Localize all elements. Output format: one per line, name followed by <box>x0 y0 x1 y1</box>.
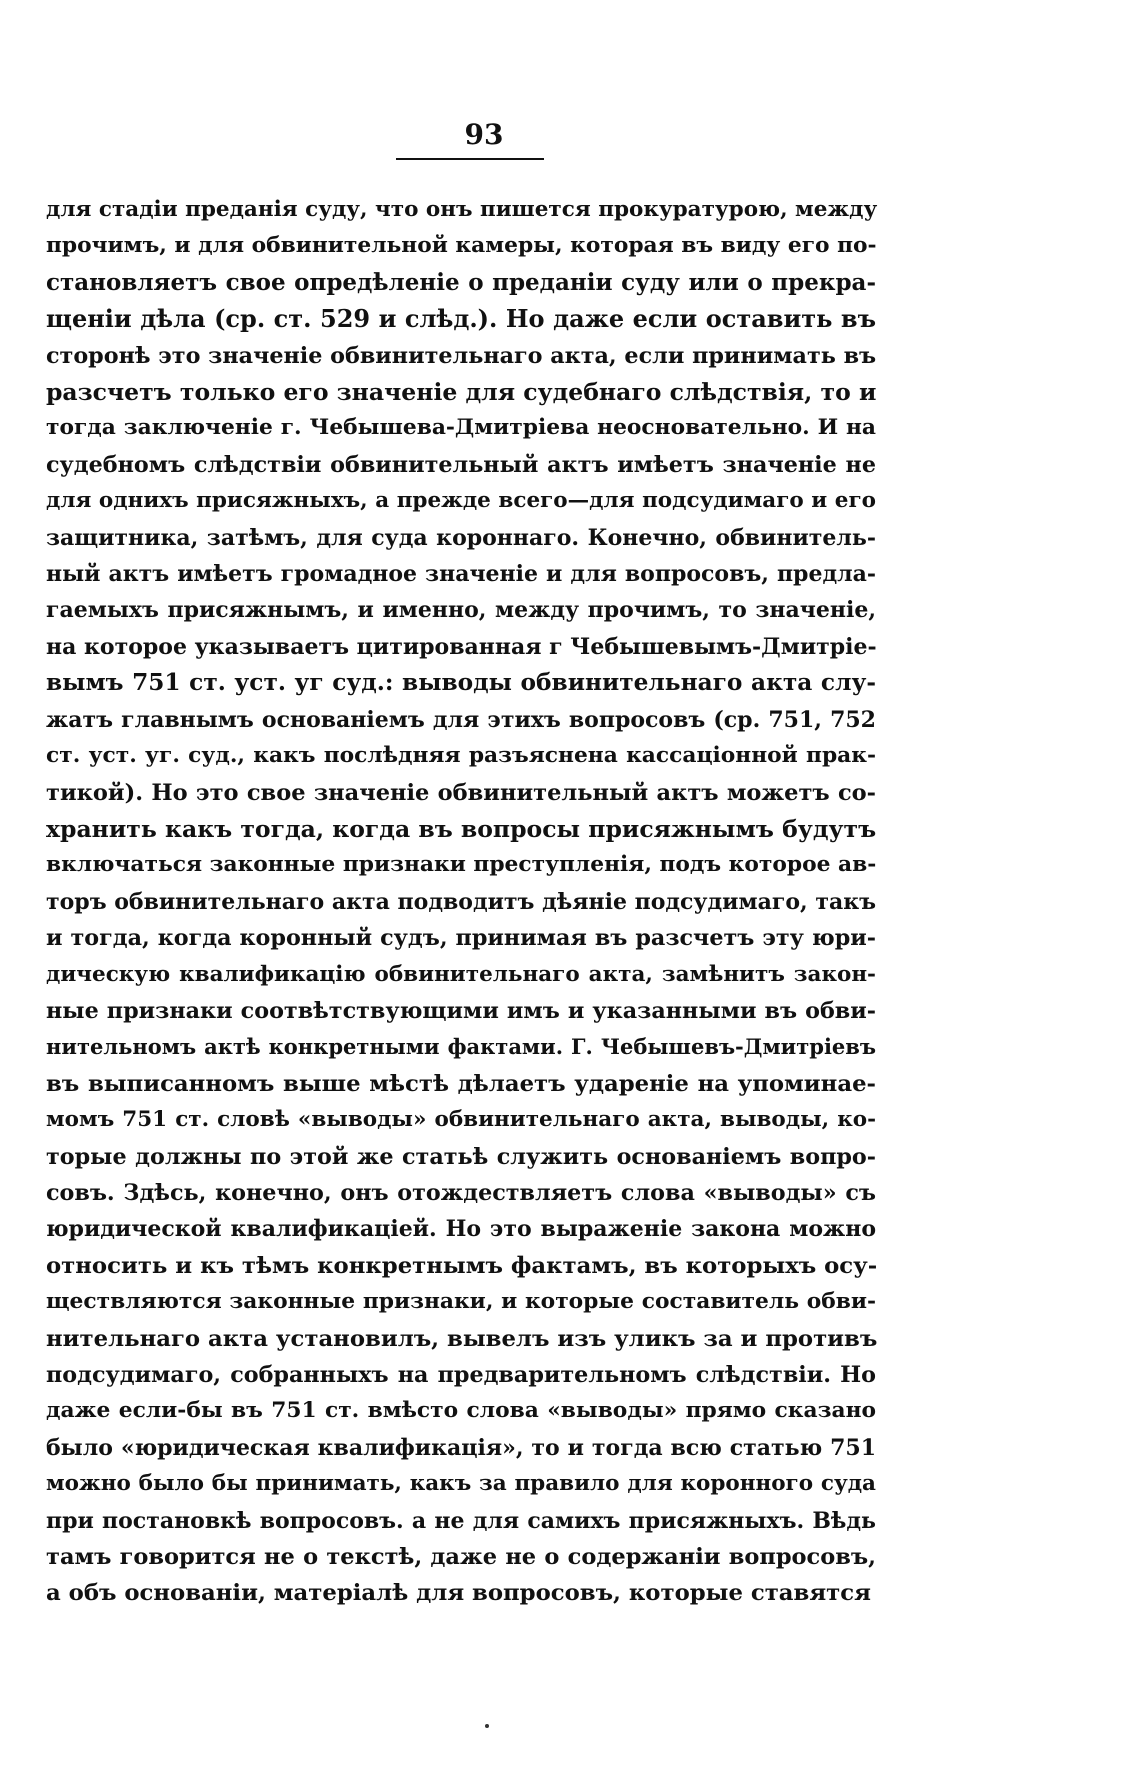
text-line: и тогда, когда коронный судъ, принимая въ разсчетъ эту юри- <box>46 925 876 952</box>
text-line: прочимъ, и для обвинительной камеры, которая въ виду его по- <box>46 233 877 259</box>
text-line: хранить какъ тогда, когда въ вопросы присяжнымъ будутъ <box>46 814 877 843</box>
text-line: относить и къ тѣмъ конкретнымъ фактамъ, въ которыхъ осу- <box>46 1252 878 1279</box>
text-line: тамъ говорится не о текстѣ, даже не о содержаніи вопросовъ, <box>46 1544 876 1571</box>
text-line: совъ. Здѣсь, конечно, онъ отождествляетъ слова «выводы» съ <box>46 1179 876 1206</box>
text-line: было «юридическая квалификація», то и тогда всю статью 751 <box>46 1434 876 1461</box>
page-number: 93 <box>464 118 504 151</box>
text-line: при постановкѣ вопросовъ. а не для самихъ присяжныхъ. Вѣдь <box>46 1507 876 1534</box>
ink-speck <box>485 1724 489 1728</box>
text-line: а объ основаніи, матеріалѣ для вопросовъ, которые ставятся <box>46 1580 871 1607</box>
text-line: судебномъ слѣдствіи обвинительный актъ имѣетъ значеніе не <box>46 451 876 478</box>
text-line: ществляются законные признаки, и которые составитель обви- <box>46 1289 876 1315</box>
text-line: дическую квалификацію обвинительнаго акта, замѣнитъ закон- <box>46 961 876 987</box>
text-line: сторонѣ это значеніе обвинительнаго акта, если принимать въ <box>46 342 877 369</box>
text-line: гаемыхъ присяжнымъ, и именно, между прочимъ, то значеніе, <box>46 597 876 624</box>
text-line: можно было бы принимать, какъ за правило для коронного суда <box>46 1471 876 1497</box>
text-line: щеніи дѣла (ср. ст. 529 и слѣд.). Но даже если оставить въ <box>46 304 876 334</box>
text-line: нительнаго акта установилъ, вывелъ изъ уликъ за и противъ <box>46 1325 878 1352</box>
text-line: торые должны по этой же статьѣ служить основаніемъ вопро- <box>46 1143 876 1170</box>
text-line: защитника, затѣмъ, для суда короннаго. Конечно, обвинитель- <box>46 524 876 551</box>
text-line: тикой). Но это свое значеніе обвинительный актъ можетъ со- <box>46 779 876 806</box>
text-line: для стадіи преданія суду, что онъ пишется прокуратурою, между <box>46 197 878 222</box>
text-line: ст. уст. уг. суд., какъ послѣдняя разъяснена кассаціонной прак- <box>46 743 876 769</box>
text-line: въ выписанномъ выше мѣстѣ дѣлаетъ удареніе на упоминае- <box>46 1070 876 1097</box>
text-line: разсчетъ только его значеніе для судебнаго слѣдствія, то и <box>46 378 877 407</box>
text-line: подсудимаго, собранныхъ на предварительномъ слѣдствіи. Но <box>46 1362 876 1388</box>
text-line: торъ обвинительнаго акта подводитъ дѣяніе подсудимаго, такъ <box>46 888 876 915</box>
text-line: тогда заключеніе г. Чебышева-Дмитріева неосновательно. И на <box>46 415 876 441</box>
text-line: даже если-бы въ 751 ст. вмѣсто слова «выводы» прямо сказано <box>46 1398 876 1424</box>
text-line: на которое указываетъ цитированная г Чебышевымъ-Дмитріе- <box>46 633 877 660</box>
text-line: момъ 751 ст. словѣ «выводы» обвинительнаго акта, выводы, ко- <box>46 1107 876 1133</box>
text-line: вымъ 751 ст. уст. уг суд.: выводы обвинительнаго акта слу- <box>46 669 876 697</box>
text-line: нительномъ актѣ конкретными фактами. Г. Чебышевъ-Дмитріевъ <box>46 1034 876 1060</box>
text-line: жатъ главнымъ основаніемъ для этихъ вопросовъ (ср. 751, 752 <box>46 706 876 733</box>
text-line: ный актъ имѣетъ громадное значеніе и для вопросовъ, предла- <box>46 561 876 588</box>
text-line: ные признаки соотвѣтствующими имъ и указанными въ обви- <box>46 997 876 1024</box>
text-line: становляетъ свое опредѣленіе о преданіи суду или о прекра- <box>46 268 876 296</box>
page-number-rule <box>396 158 544 160</box>
text-line: включаться законные признаки преступленія, подъ которое ав- <box>46 852 877 878</box>
text-line: для однихъ присяжныхъ, а прежде всего—для подсудимаго и его <box>46 488 876 514</box>
text-line: юридической квалификаціей. Но это выраженіе закона можно <box>46 1216 876 1243</box>
body-text <box>46 192 876 1612</box>
